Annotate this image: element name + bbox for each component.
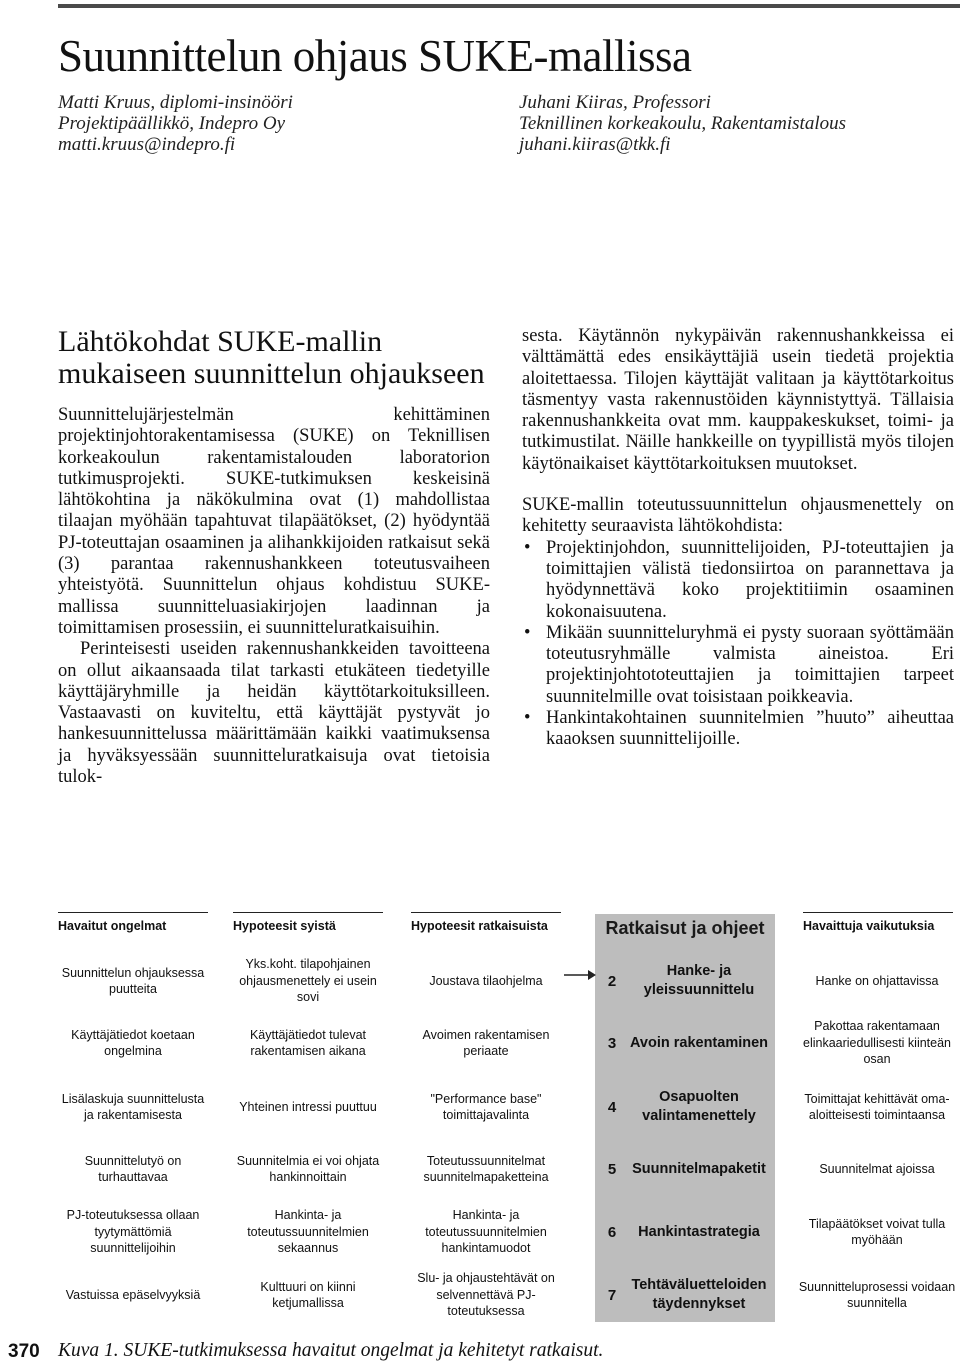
- problem-cell: Suunnittelutyö on turhauttavaa: [84, 1153, 182, 1184]
- bullet-text: Mikään suunnitteluryhmä ei pysty suoraan syöttämään toteutusryhmälle valmista aineistoa. Eri projektinjohtototeuttajien ja toimittajien tarpeet suunnitelmille ovat toisistaan poikkeavia.: [546, 622, 954, 707]
- bullet-text: Projektinjohdon, suunnittelijoiden, PJ-toteuttajien ja toimittajien välistä tiedonsiirtoa on parannettava ja hyödynnettävä koko projektitiimin osaaminen kokonaisuutena.: [546, 537, 954, 622]
- bullet-list: [522, 538, 954, 751]
- author-block-2: [519, 92, 846, 155]
- right-column: [522, 326, 954, 751]
- hypothesis-cell: Joustava tilaohjelma: [429, 973, 543, 988]
- hypothesis-cell: "Performance base" toimittajavalinta: [430, 1091, 542, 1122]
- header-problems: Havaitut ongelmat: [58, 912, 208, 939]
- solution-label: Hankintastrategia: [638, 1223, 760, 1240]
- paper-title: Suunnittelun ohjaus SUKE-mallissa: [58, 31, 692, 81]
- effect-cell: Tilapäätökset voivat tulla myöhään: [808, 1216, 946, 1247]
- cause-cell: Yks.koht. tilapohjainen ohjausmenettely ei usein sovi: [239, 957, 377, 1005]
- bullet-icon: •: [524, 622, 531, 643]
- problem-cell: Lisälaskuja suunnittelusta ja rakentamisesta: [61, 1091, 205, 1122]
- cause-cell: Hankinta- ja toteutussuunnitelmien sekaannus: [247, 1208, 369, 1256]
- bullet-item: [522, 623, 954, 708]
- page-number: 370: [8, 1341, 40, 1362]
- effect-cell: Suunnitteluprosessi voidaan suunnitella: [798, 1279, 956, 1310]
- problem-cell: Käyttäjätiedot koetaan ongelmina: [71, 1027, 195, 1058]
- author-name: Matti Kruus, diplomi-insinööri: [58, 92, 293, 113]
- author-name: Juhani Kiiras, Professori: [519, 92, 711, 113]
- author-role: Teknillinen korkeakoulu, Rakentamistalous: [519, 113, 846, 134]
- solution-label: Osapuolten valintamenettely: [642, 1089, 756, 1124]
- solution-number: 2: [607, 972, 617, 990]
- hypothesis-cell: Toteutussuunnitelmat suunnitelmapaketteina: [423, 1153, 549, 1184]
- arrow-head-icon: [588, 970, 596, 980]
- bullet-item: [522, 538, 954, 623]
- bullet-item: [522, 708, 954, 751]
- left-column: [58, 326, 490, 788]
- hypothesis-cell: Hankinta- ja toteutussuunnitelmien hankintamuodot: [425, 1208, 547, 1256]
- solution-number: 3: [607, 1034, 617, 1052]
- author-email: matti.kruus@indepro.fi: [58, 134, 236, 155]
- solution-label: Avoin rakentaminen: [629, 1034, 769, 1051]
- section-heading: Lähtökohdat SUKE-mallin mukaiseen suunnittelun ohjaukseen: [58, 325, 485, 390]
- header-effects: Havaittuja vaikutuksia: [803, 912, 953, 939]
- solution-number: 4: [607, 1098, 617, 1116]
- bullet-icon: •: [524, 708, 531, 729]
- author-role: Projektipäällikkö, Indepro Oy: [58, 113, 286, 134]
- paragraph: Suunnittelujärjestelmän kehittäminen projektinjohtorakentamisessa (SUKE) on Teknillisen korkeakoulun rakentamistalouden laboratorion tutkimusprojekti. SUKE-tutkimuksen keskeisinä lähtökohtina ja näkökulmina ovat (1) mahdollistaa tilaajan myöhään tapahtuvat tilapäätökset, (2) hyödyntää PJ-toteuttajan osaaminen ja alihankkijoiden ratkaisut sekä (3) parantaa rakennushankkeen toteutusvaiheen yhteistyötä. Suunnittelun ohjaus kohdistuu SUKE-mallissa suunnitteluasiakirjojen laadinnan ja toimittamisen prosessiin, ei suunnitteluratkaisuihin.: [58, 405, 490, 638]
- effect-cell: Hanke on ohjattavissa: [815, 973, 939, 988]
- bullet-text: Hankintakohtainen suunnitelmien ”huuto” aiheuttaa kaaoksen suunnittelijoille.: [546, 708, 954, 750]
- problem-cell: Suunnittelun ohjauksessa puutteita: [61, 965, 205, 996]
- figure-caption: Kuva 1. SUKE-tutkimuksessa havaitut ongelmat ja kehitetyt ratkaisut.: [58, 1340, 604, 1361]
- flow-arrows: [58, 912, 956, 1337]
- header-rule: [58, 4, 960, 8]
- paragraph: Perinteisesti useiden rakennushankkeiden tavoitteena on ollut aikaansaada tilat tarkasti etukäteen tiedetyille käyttäjäryhmille ja heidän käyttötarkoituksilleen. Vastaavasti on kuviteltu, että käyttäjät pystyvät jo hankesuunnittelussa määrittämään kaikki vaatimuksensa ja hyväksyessään suunnitteluratkaisuja ovat tietoisia tulok-: [58, 639, 490, 788]
- cause-cell: Yhteinen intressi puuttuu: [239, 1099, 377, 1114]
- cause-cell: Kulttuuri on kiinni ketjumallissa: [260, 1279, 356, 1310]
- cause-cell: Suunnitelmia ei voi ohjata hankinnoittain: [236, 1153, 380, 1184]
- paragraph: SUKE-mallin toteutussuunnittelun ohjausmenettely on kehitetty seuraavista lähtökohdista:: [522, 495, 954, 537]
- problem-cell: PJ-toteutuksessa ollaan tyytymättömiä suunnittelijoihin: [66, 1208, 200, 1256]
- solution-number: 7: [607, 1286, 617, 1304]
- bullet-icon: •: [524, 537, 531, 558]
- author-block-1: [58, 92, 293, 155]
- hypothesis-cell: Avoimen rakentamisen periaate: [422, 1027, 550, 1058]
- solution-number: 6: [607, 1223, 617, 1241]
- author-email: juhani.kiiras@tkk.fi: [519, 134, 671, 155]
- effect-cell: Toimittajat kehittävät oma-aloitteisesti toimintaansa: [804, 1091, 950, 1122]
- figure-problems-solutions: [58, 912, 956, 1337]
- solution-label: Tehtäväluetteloiden täydennykset: [631, 1277, 767, 1312]
- header-causes: Hypoteesit syistä: [233, 912, 383, 939]
- effect-cell: Suunnitelmat ajoissa: [819, 1161, 935, 1176]
- hypothesis-cell: Slu- ja ohjaustehtävät on selvennettävä PJ-toteutuksessa: [417, 1271, 555, 1319]
- header-solutions: Ratkaisut ja ohjeet: [605, 918, 765, 938]
- solution-label: Hanke- ja yleissuunnittelu: [643, 963, 755, 998]
- effect-cell: Pakottaa rakentamaan elinkaariedullisesti kiinteän osan: [803, 1019, 951, 1067]
- header-hypotheses: Hypoteesit ratkaisuista: [411, 912, 561, 939]
- cause-cell: Käyttäjätiedot tulevat rakentamisen aikana: [249, 1027, 367, 1058]
- solution-label: Suunnitelmapaketit: [632, 1160, 766, 1177]
- paragraph: sesta. Käytännön nykypäivän rakennushankkeissa ei välttämättä edes ensikäyttäjiä usein tiedetä projektia aloitettaessa. Tilojen käyttäjät valitaan ja käyttötarkoitus täsmentyy vasta rakennustöiden käynnistyttyä. Tällaisia rakennushankkeita ovat mm. kauppakeskukset, toimi- ja tutkimustilat. Näille hankkeille on tyypillistä myös tilojen käytönaikaiset käyttötarkoituksen muutokset.: [522, 326, 954, 474]
- problem-cell: Vastuissa epäselvyyksiä: [65, 1287, 201, 1302]
- solution-number: 5: [607, 1160, 617, 1178]
